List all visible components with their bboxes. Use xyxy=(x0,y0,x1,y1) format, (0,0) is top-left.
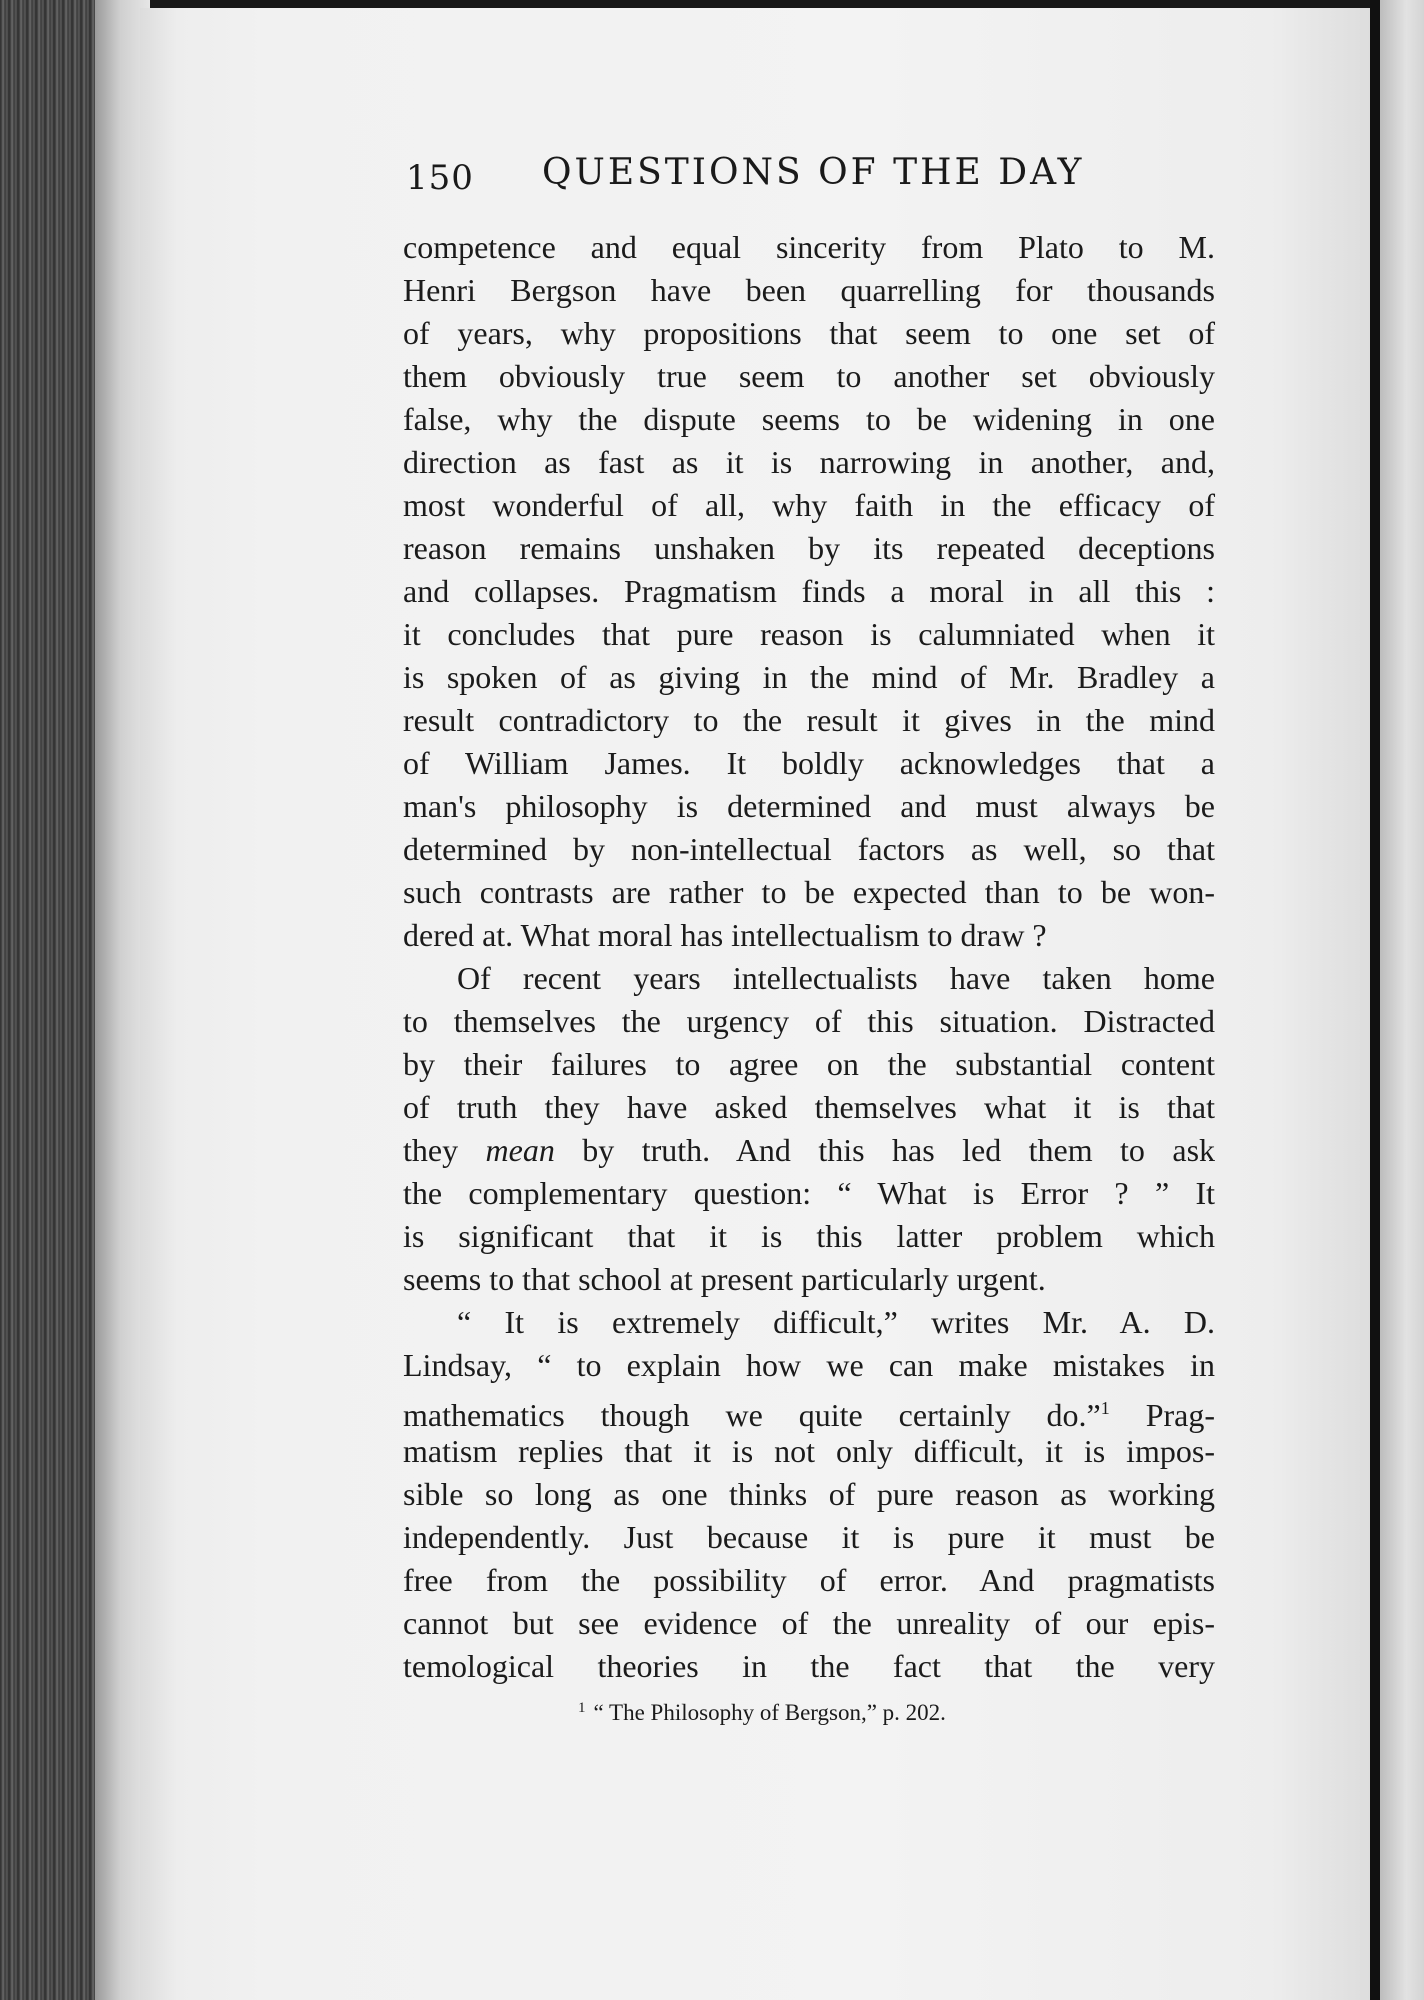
text-segment: they xyxy=(403,1132,459,1168)
footnote-text: “ The Philosophy of Bergson,” p. 202. xyxy=(593,1700,946,1725)
text-line: most wonderful of all, why faith in the efficacy of xyxy=(403,487,1215,523)
text-line: of William James. It boldly acknowledges that a xyxy=(403,745,1215,781)
text-line: temological theories in the fact that the very xyxy=(403,1648,1215,1684)
text-line: by their failures to agree on the substantial content xyxy=(403,1046,1215,1082)
text-line: direction as fast as it is narrowing in another, and, xyxy=(403,444,1215,480)
text-line: free from the possibility of error. And pragmatists xyxy=(403,1562,1215,1598)
text-line: of years, why propositions that seem to one set of xyxy=(403,315,1215,351)
running-title: QUESTIONS OF THE DAY xyxy=(542,152,1085,193)
footnote-marker: 1 xyxy=(578,1700,586,1716)
running-header xyxy=(406,152,1216,202)
text-line: them obviously true seem to another set obviously xyxy=(403,358,1215,394)
text-line: matism replies that it is not only difficult, it is impos- xyxy=(403,1433,1215,1469)
text-line: the complementary question: “ What is Error ? ” It xyxy=(403,1175,1215,1211)
text-line: seems to that school at present particularly urgent. xyxy=(403,1261,1046,1297)
body-text xyxy=(403,226,1215,1688)
adjacent-page-edge xyxy=(1380,0,1424,2000)
text-line: determined by non-intellectual factors as well, so that xyxy=(403,831,1215,867)
text-line: Henri Bergson have been quarrelling for thousands xyxy=(403,272,1215,308)
text-segment: by truth. And this has led them to ask xyxy=(582,1132,1216,1168)
italic-word: mean xyxy=(485,1132,555,1168)
text-line: reason remains unshaken by its repeated deceptions xyxy=(403,530,1215,566)
text-line: is spoken of as giving in the mind of Mr. Bradley a xyxy=(403,659,1215,695)
text-line: false, why the dispute seems to be widening in one xyxy=(403,401,1215,437)
page-gutter xyxy=(1370,0,1380,2000)
text-segment: mathematics though we quite certainly do.” xyxy=(403,1397,1101,1433)
text-line: man's philosophy is determined and must always be xyxy=(403,788,1215,824)
text-line: Of recent years intellectualists have taken home xyxy=(457,960,1215,996)
text-line: “ It is extremely difficult,” writes Mr. A. D. xyxy=(457,1304,1215,1340)
footnote xyxy=(578,1700,946,1726)
text-line: it concludes that pure reason is calumniated when it xyxy=(403,616,1215,652)
text-segment: Prag- xyxy=(1145,1397,1216,1433)
text-line: to themselves the urgency of this situation. Distracted xyxy=(403,1003,1215,1039)
text-line: cannot but see evidence of the unreality of our epis- xyxy=(403,1605,1215,1641)
text-line: dered at. What moral has intellectualism to draw ? xyxy=(403,917,1047,953)
text-line: result contradictory to the result it gives in the mind xyxy=(403,702,1215,738)
text-line: is significant that it is this latter problem which xyxy=(403,1218,1215,1254)
text-line: such contrasts are rather to be expected than to be won- xyxy=(403,874,1215,910)
text-line: competence and equal sincerity from Plato to M. xyxy=(403,229,1215,265)
text-line xyxy=(403,1387,1216,1433)
text-line: and collapses. Pragmatism finds a moral in all this : xyxy=(403,573,1215,609)
text-line: independently. Just because it is pure it must be xyxy=(403,1519,1215,1555)
text-line: Lindsay, “ to explain how we can make mistakes in xyxy=(403,1347,1215,1383)
text-line: sible so long as one thinks of pure reason as working xyxy=(403,1476,1215,1512)
footnote-reference: 1 xyxy=(1100,1398,1110,1418)
text-line xyxy=(403,1129,1215,1172)
page-number: 150 xyxy=(406,158,474,198)
text-line: of truth they have asked themselves what it is that xyxy=(403,1089,1215,1125)
